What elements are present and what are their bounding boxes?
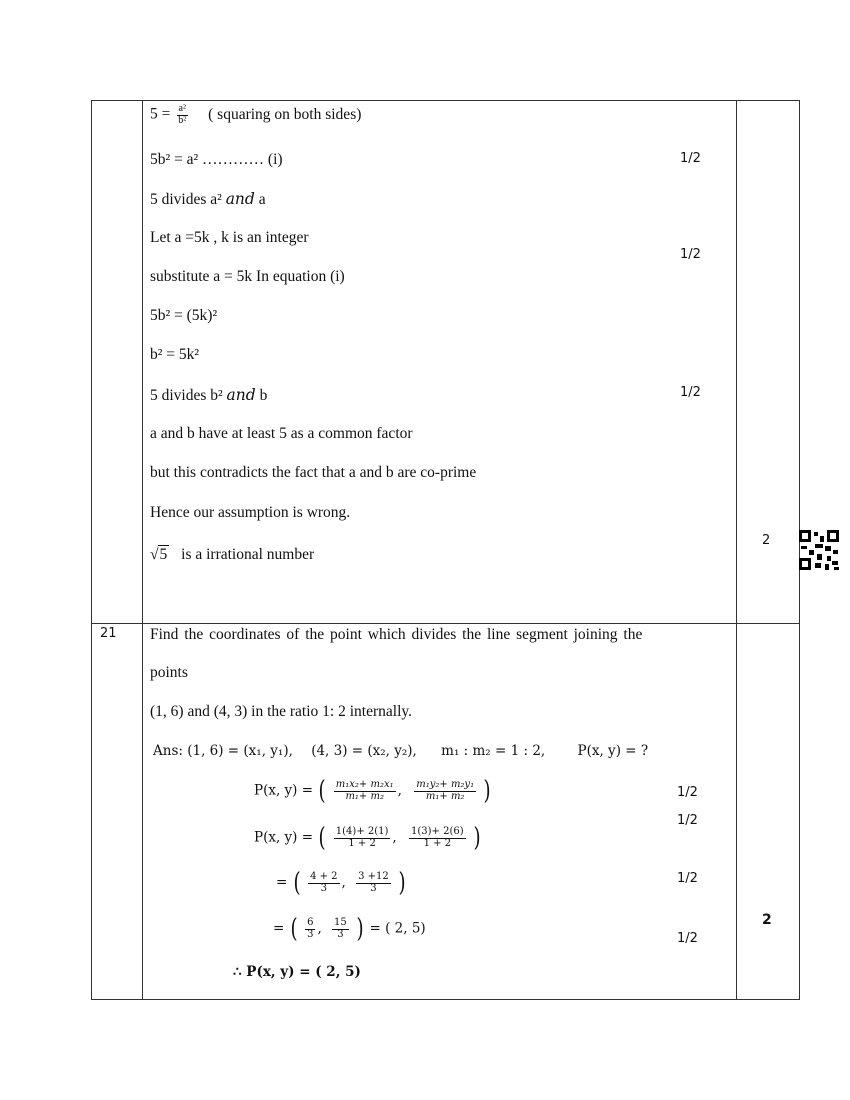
table-bottom-border [91,999,800,1000]
proof-line-let: Let a =5k , k is an integer [150,229,309,246]
mark-half-6: 1/2 [677,871,698,886]
equals-sign: = [273,920,285,937]
question-line-1: Find the coordinates of the point which divides the line segment joining the [150,626,643,643]
squaring-note: ( squaring on both sides) [208,105,362,123]
total-marks-q21: 2 [762,912,772,928]
mark-half-3: 1/2 [680,385,701,400]
given-point-2: (4, 3) = (x₂, y₂), [311,743,417,759]
table-top-border [91,100,800,101]
fraction-a2-b2 [176,104,188,126]
mark-half-1: 1/2 [680,151,701,166]
divides-text: 5 divides b² [150,387,223,404]
fraction-denominator: b² [178,114,187,126]
proof-line-5b2: 5b² = (5k)² [150,307,218,324]
table-col-divider-2 [736,100,737,1000]
table-left-border [91,100,92,1000]
substitution-y-fraction [409,827,466,849]
table-col-divider-1 [142,100,143,1000]
proof-line-common-factor: a and b have at least 5 as a common factor [150,425,413,442]
proof-line-equation-i: 5b² = a² ………… (i) [150,151,283,168]
proof-line-substitute: substitute a = 5k In equation (i) [150,268,345,285]
proof-line-5-divides-b [150,386,267,405]
proof-line-squaring [150,104,361,126]
fraction-denominator: 1 + 2 [348,837,376,849]
fraction-numerator: 1(4)+ 2(1) [335,826,389,837]
equation-lhs: 5 = [150,105,171,123]
proof-line-b2: b² = 5k² [150,346,200,363]
substitution-step: P(x, y) = ( $\frac{1(4)+ 2(1)}{1 + 2}$ , $\frac{1(3)+ 2(6)}{1 + 2}$ ) [254,823,481,853]
question-number: 21 [100,626,117,641]
fraction-denominator: 1 + 2 [423,837,452,849]
section-formula: P(x, y) = ( $\frac{\text{m₁x₂+ m₂x₁}}{\text{m₁+ m₂}}$ , $\frac{\text{m₁y₂+ m₂y₁}}{\text{m₁+ m₂}}$ ) [254,776,492,806]
final-step: = ( $\frac{6}{3}$ , $\frac{15}{3}$ ) = ( 2, 5) [273,914,426,944]
fraction-denominator: m₁+ m₂ [425,790,465,802]
answer-label: Ans: [153,743,183,759]
question-line-3: (1, 6) and (4, 3) in the ratio 1: 2 internally. [150,703,412,720]
substitution-lhs: P(x, y) = [254,829,314,846]
fraction-numerator: 1(3)+ 2(6) [411,826,464,837]
fraction-denominator: 3 [320,882,327,894]
final-result-inline: = ( 2, 5) [369,920,426,937]
simplify-x-fraction [308,872,339,894]
equals-sign: = [276,874,288,891]
fraction-numerator: 6 [307,917,314,928]
sqrt-symbol: √ [150,546,159,563]
mark-half-2: 1/2 [680,247,701,262]
answer-given [153,743,648,759]
mark-half-5: 1/2 [677,813,698,828]
divides-var: a [258,191,266,208]
final-y-fraction [332,918,349,940]
fraction-denominator: m₁+ m₂ [345,790,384,802]
simplify-step: = ( $\frac{4 + 2}{3}$ , $\frac{3 +12}{3}$ ) [276,868,406,898]
table-row-divider [91,623,800,624]
fraction-numerator: 4 + 2 [310,871,338,882]
divides-text: 5 divides a² [150,191,222,208]
fraction-denominator: 3 [337,928,344,940]
formula-y-fraction [414,780,476,802]
fraction-numerator: m₁y₂+ m₂y₁ [416,779,475,790]
divides-var: b [259,387,268,404]
and-word: and [226,386,256,404]
given-ratio: m₁ : m₂ = 1 : 2, [441,743,546,759]
proof-line-conclusion [150,545,314,564]
unknown-point: P(x, y) = ? [577,743,649,759]
and-word: and [225,190,255,208]
fraction-numerator: a² [178,103,186,114]
final-x-fraction [305,918,315,940]
fraction-numerator: m₁x₂+ m₂x₁ [335,779,394,790]
formula-lhs: P(x, y) = [254,782,314,799]
proof-line-5-divides-a [150,190,266,209]
sqrt-radicand: 5 [159,546,168,563]
simplify-y-fraction [356,872,391,894]
fraction-denominator: 3 [370,882,377,894]
given-point-1: (1, 6) = (x₁, y₁), [187,743,293,759]
total-marks: 2 [762,533,771,548]
final-result: ∴ P(x, y) = ( 2, 5) [233,964,361,980]
qr-code-icon [799,530,839,570]
mark-half-4: 1/2 [677,785,698,800]
formula-x-fraction [334,780,396,802]
conclusion-text: is a irrational number [181,546,315,563]
fraction-numerator: 3 +12 [358,871,389,882]
mark-half-7: 1/2 [677,931,698,946]
fraction-denominator: 3 [307,928,314,940]
proof-line-contradiction: but this contradicts the fact that a and b are co-prime [150,464,477,481]
substitution-x-fraction [334,827,391,849]
proof-line-hence: Hence our assumption is wrong. [150,504,351,521]
question-line-2: points [150,664,188,681]
fraction-numerator: 15 [334,917,347,928]
